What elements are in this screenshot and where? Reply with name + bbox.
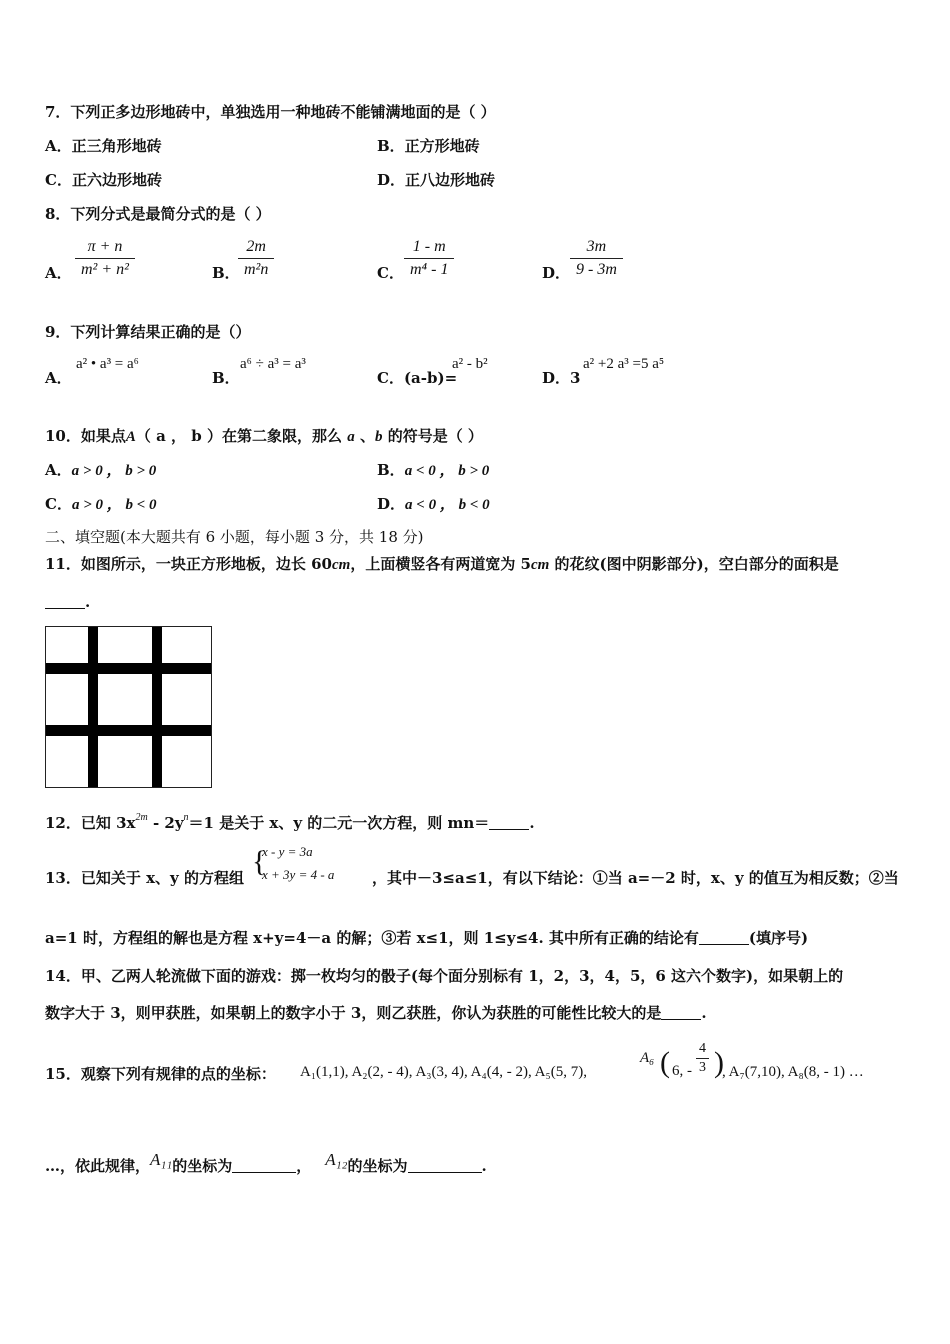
q13-pre: 13．已知关于 x、y 的方程组 [45,869,244,887]
q10-point-label: A [125,429,136,445]
q11-line1 [45,554,839,575]
q10-a-label: A． [45,461,72,479]
q9-option-b-label: B． [212,369,240,387]
floor-tile-figure [45,626,212,788]
q10-stem-mid: （ a ， b ）在第二象限，那么 [135,427,342,445]
q7-option-a: A．正三角形地砖 [45,137,162,155]
q7-option-d: D．正八边形地砖 [377,171,496,189]
q15-line2 [45,1150,487,1176]
q15-a6-close-paren: ) [714,1046,724,1079]
q8-option-a-fraction [75,236,135,281]
q15-line2-end: . [481,1157,487,1175]
q8-b-denominator: m²n [244,261,269,278]
q14-end: . [701,1004,707,1022]
q10-stem-post: 的符号是（ ） [382,427,483,445]
q13-line2-end: (填序号) [748,929,809,947]
q11-line2 [45,592,90,612]
q8-option-d-label: D． [542,264,571,282]
q12-mid: - 2y [147,814,184,832]
q8-option-c-label: C． [377,264,404,282]
q11-post: 的花纹(图中阴影部分)，空白部分的面积是 [549,555,839,573]
q12-exponent-1: 2m [135,812,148,823]
q9-option-d-expr: a² +2 a³ =5 a⁵ [583,356,665,372]
q10-var-a: a [347,429,355,445]
q10-option-c [45,494,157,515]
q10-var-b: b [374,429,383,445]
q7-option-c: C．正六边形地砖 [45,171,162,189]
q12-pre: 12．已知 3x [45,814,136,832]
q10-c-label: C． [45,495,72,513]
q13-line2-text: a=1 时，方程组的解也是方程 x+y=4－a 的解；③若 x≤1，则 1≤y≤4. 其中所有正确的结论有 [45,929,699,947]
horizontal-stripe-1 [46,663,211,674]
q8-option-b-fraction [238,236,274,281]
q10-option-b [377,460,489,481]
q15-a6-x: 6, - [672,1063,692,1079]
q15-line2-mid: 的坐标为 [172,1157,233,1175]
q9-option-a-expr: a² • a³ = a⁶ [76,356,139,372]
q15-a12-answer-blank[interactable] [408,1158,482,1173]
q15-a6-fraction [696,1040,709,1077]
vertical-stripe-1 [88,627,98,787]
q8-stem: 8．下列分式是最简分式的是（ ） [45,205,271,223]
vertical-stripe-2 [152,627,162,787]
q9-option-d-label: D．3 [542,369,581,387]
q8-b-numerator: 2m [246,238,266,255]
q11-end: . [85,593,91,611]
q10-sep: 、 [354,427,375,445]
q13-line2 [45,928,808,948]
q12-end: . [529,814,535,832]
q14-answer-blank[interactable] [661,1005,701,1020]
q12-exponent-2: n [183,812,189,823]
q8-option-d-fraction [570,236,623,281]
q8-c-denominator: m⁴ - 1 [410,261,449,278]
q14-line1: 14．甲、乙两人轮流做下面的游戏：掷一枚均匀的骰子(每个面分别标有 1，2，3，4，5，6 这六个数字)，如果朝上的 [45,967,844,985]
q12-line [45,808,535,833]
horizontal-stripe-2 [46,725,211,736]
q8-option-c-fraction [404,236,454,281]
q8-c-numerator: 1 - m [412,238,446,255]
q10-b-label: B． [377,461,405,479]
q14-line2 [45,1003,707,1023]
q10-b-expr: a < 0 ， b > 0 [404,463,490,479]
q15-pre: 15．观察下列有规律的点的坐标： [45,1065,276,1083]
q13-post: ，其中－3≤a≤1，有以下结论：①当 a=－2 时，x、y 的值互为相反数；②当 [372,869,899,887]
q11-unit-1: cm [331,557,351,573]
q9-option-a-label: A． [45,369,72,387]
q8-d-numerator: 3m [586,238,607,255]
q10-d-expr: a < 0 ， b < 0 [405,497,490,513]
q15-seq1: A₁(1,1), A₂(2, - 4), A₃(3, 4), A₄(4, - 2), A₅(5, 7), [300,1064,587,1080]
q13-brace: { [252,845,267,878]
q13-answer-blank[interactable] [699,930,749,945]
q15-line2-sep: ， [296,1157,312,1175]
q10-option-d [377,494,490,515]
q15-line2-mid2: 的坐标为 [347,1157,408,1175]
q12-answer-blank[interactable] [489,815,529,830]
q8-option-a-label: A． [45,264,72,282]
q10-option-a [45,460,156,481]
q7-option-b: B．正方形地砖 [377,137,480,155]
q15-a6-label: A₆ [640,1050,655,1066]
q9-stem: 9．下列计算结果正确的是（） [45,323,251,341]
q11-unit-2: cm [530,557,550,573]
q10-c-expr: a > 0 ， b < 0 [71,497,157,513]
q8-a-denominator: m² + n² [81,261,129,278]
q12-post: ＝1 是关于 x、y 的二元一次方程，则 mn＝ [188,814,490,832]
q9-option-b-expr: a⁶ ÷ a³ = a³ [240,356,306,372]
q9-option-c-expr: a² - b² [452,356,488,372]
q10-stem-pre: 10．如果点 [45,427,126,445]
q10-stem [45,426,483,447]
q11-mid: ，上面横竖各有两道宽为 5 [350,555,531,573]
q15-a12: A₁₂ [325,1150,348,1169]
q7-stem: 7．下列正多边形地砖中，单独选用一种地砖不能铺满地面的是（ ） [45,103,496,121]
q13-eq1: x - y = 3a [262,844,313,859]
q15-a11: A₁₁ [150,1150,173,1169]
q9-option-c-label: C．(a-b)= [377,369,458,387]
q15-seq2: , A₇(7,10), A₈(8, - 1) … [722,1064,864,1080]
q8-a-numerator: π + n [87,238,123,255]
q10-d-label: D． [377,495,406,513]
q8-d-denominator: 9 - 3m [576,261,617,278]
section-heading: 二、填空题(本大题共有 6 小题，每小题 3 分，共 18 分) [45,528,424,546]
q8-option-b-label: B． [212,264,240,282]
q15-a6-open-paren: ( [660,1046,670,1079]
q15-a6-denominator: 3 [699,1060,706,1075]
q15-a6-numerator: 4 [699,1041,706,1056]
q11-answer-blank[interactable] [45,594,85,609]
q11-pre: 11．如图所示，一块正方形地板，边长 60 [45,555,332,573]
q14-line2-text: 数字大于 3，则甲获胜，如果朝上的数字小于 3，则乙获胜，你认为获胜的可能性比较大的是 [45,1004,662,1022]
q10-a-expr: a > 0 ， b > 0 [71,463,157,479]
q15-a11-answer-blank[interactable] [232,1158,296,1173]
q15-line2-pre: …，依此规律， [45,1157,151,1175]
q13-eq2: x + 3y = 4 - a [262,867,335,882]
